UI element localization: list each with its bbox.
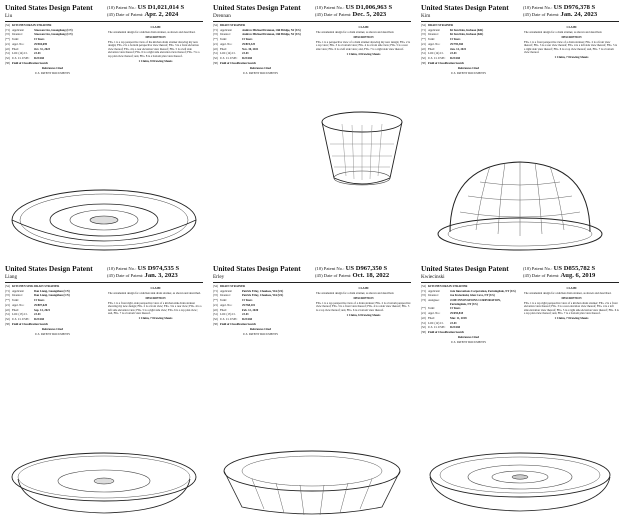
strainer-drawing xyxy=(4,180,204,258)
description-text: FIG. 1 is a top perspective view of the kitchen drain strainer showing my new design; FIG. 2 is a bottom perspective view thereof; FIG. 3 is a front elevation view thereof; FIG. 4 is a rear elevation view thereof; FIG. 5 is a left side elevation view thereof; FIG. 6 is a right side elevation view thereof; FIG. 7 is a top plan view thereof; and, FIG. 8 is a bottom plan view thereof. xyxy=(108,39,200,58)
field-us-cl: (52) U.S. Cl. USPC D23/260 xyxy=(5,56,45,61)
claim-text: The ornamental design for a drain strainer, as shown and described. xyxy=(316,29,395,34)
patent-date: Dec. 5, 2023 xyxy=(352,11,387,18)
claims-column xyxy=(316,285,411,337)
claim-title: CLAIM xyxy=(358,24,369,29)
patent-agency: United States Design Patent xyxy=(213,3,301,12)
references-title: References Cited xyxy=(250,65,271,70)
patent-inventor: Kwiecinski xyxy=(421,274,445,280)
patent-date-label: (45) Date of Patent: xyxy=(523,273,560,278)
patent-date-label: (45) Date of Patent: xyxy=(523,12,560,17)
description-title: DESCRIPTION xyxy=(353,34,374,39)
references-title: References Cited xyxy=(458,65,479,70)
patent-page-liang xyxy=(0,261,208,521)
description-text: FIG. 1 is a top right perspective view of a kitchen drain strainer; FIG. 2 is a front elevation view thereof; FIG. 3 is a rear elevation view thereof; FIG. 4 is a left side elevation view thereof; FIG. 5 is a right side elevation view thereof; FIG. 6 is a top plan view thereof; and, FIG. 7 is a bottom plan view thereof. xyxy=(524,300,619,316)
patent-number-label: (10) Patent No.: xyxy=(523,5,553,10)
bibliographic-column xyxy=(421,24,516,76)
claim-sheet-count: 1 Claim, 7 Drawing Sheets xyxy=(554,316,589,321)
field-applicant: (71) Applicant: Patrick Erley, Chealsea, WA (US) xyxy=(213,288,284,293)
field-inventor: (72) Inventor: Patrick Erley, Chealsea, WA (US) xyxy=(213,293,284,298)
patent-figure xyxy=(212,441,412,519)
strainer-drawing xyxy=(420,152,620,256)
field-filed: (22) Filed: Nov. 30, 2021 xyxy=(213,46,259,51)
field-us-cl: (52) U.S. Cl. USPC D23/260 xyxy=(213,56,253,61)
field-title: (54) DRAIN STRAINER xyxy=(421,23,454,27)
references-title: References Cited xyxy=(458,335,479,340)
patent-date: Aug. 6, 2019 xyxy=(560,272,596,279)
field-search: (58) Field of Classification Search xyxy=(5,321,48,326)
field-search: (58) Field of Classification Search xyxy=(5,60,48,65)
field-us-cl: (52) U.S. Cl. USPC D23/260 xyxy=(213,317,253,322)
patent-number-row xyxy=(523,265,619,272)
field-filed: (22) Filed: Jun. 14, 2021 xyxy=(421,46,467,51)
patent-date: Apr. 2, 2024 xyxy=(144,11,179,18)
field-us-cl: (52) U.S. Cl. USPC D23/260 xyxy=(5,317,45,322)
field-applicant: (71) Applicant: Andrew Michael Drennan, Old Bridge, NJ (US) xyxy=(213,27,301,32)
patent-figure xyxy=(420,441,620,519)
description-text: FIG. 1 is a perspective view of a drain strainer showing my new design; FIG. 2 is a top view; FIG. 3 is a bottom view; FIG. 4 is a front side view; FIG. 5 is a rear side view; FIG. 6 is a left side view; and, FIG. 7 is a right side view thereof. xyxy=(316,39,411,51)
field-search: (58) Field of Classification Search xyxy=(213,60,256,65)
patent-number: US D967,350 S xyxy=(345,265,388,272)
patent-date-row xyxy=(107,272,203,279)
patent-date-row xyxy=(107,11,203,18)
claims-column xyxy=(108,24,203,76)
patent-agency: United States Design Patent xyxy=(5,3,93,12)
claim-text: The ornamental design for a kitchen drain strainer, as shown and described. xyxy=(524,290,612,295)
header-divider xyxy=(213,21,411,22)
patent-number-row xyxy=(523,4,619,11)
patent-inventor: Kim xyxy=(421,13,431,19)
strainer-drawing xyxy=(212,441,412,519)
strainer-drawing xyxy=(420,441,620,519)
claim-title: CLAIM xyxy=(566,24,577,29)
patent-date-row xyxy=(315,11,411,18)
patent-number-row xyxy=(315,4,411,11)
field-inventor: (72) Inventor: Andrew Michael Drennan, Old Bridge, NJ (US) xyxy=(213,32,301,37)
description-title: DESCRIPTION xyxy=(145,34,166,39)
description-title: DESCRIPTION xyxy=(561,34,582,39)
field-loc: (51) LOC (12) Cl. 23-01 xyxy=(421,320,457,325)
strainer-drawing xyxy=(4,441,204,519)
field-filed: (22) Filed: Mar. 11, 2018 xyxy=(421,315,467,320)
claims-column xyxy=(524,24,619,76)
description-text: FIG. 1 is a front right, side perspective view of a kitchen sink drain strainer showing my new design; FIG. 2 is a front view; FIG. 3 is a rear view; FIG. 4 is a left side elevation view; FIG. 5 is a right side view; FIG. 6 is a top plan view; and, FIG. 7 is a bottom view thereof. xyxy=(108,300,202,316)
patent-date-row xyxy=(523,272,619,279)
patent-inventor: Liang xyxy=(5,274,18,280)
field-inventor: (72) Inventor: Joe Kwiecinski, Glen Cove, NY (US) xyxy=(421,293,495,298)
field-term: (**) Term: 15 Years xyxy=(5,298,45,303)
patent-number-label: (10) Patent No.: xyxy=(315,5,345,10)
claim-title: CLAIM xyxy=(150,285,161,290)
header-divider xyxy=(5,282,203,283)
claim-sheet-count: 1 Claim, 7 Drawing Sheets xyxy=(138,316,173,321)
patent-figure xyxy=(420,152,620,256)
patent-number-row xyxy=(315,265,411,272)
field-applicant: (71) Applicant: Dan Liang, Guangzhou (CN) xyxy=(5,288,70,293)
field-filed: (22) Filed: Feb. 12, 2020 xyxy=(213,307,259,312)
claim-text: The ornamental design for a kitchen sink drain strainer, as shown and described. xyxy=(108,290,201,295)
claims-column xyxy=(108,285,203,337)
field-loc: (51) LOC (14) Cl. 23-01 xyxy=(213,51,249,56)
patent-page-kim xyxy=(416,0,624,260)
references-subtitle: U.S. PATENT DOCUMENTS xyxy=(34,331,70,336)
description-title: DESCRIPTION xyxy=(145,295,166,300)
field-title: (54) KITCHEN DRAIN STRAINER xyxy=(421,284,468,288)
field-term: (**) Term: 15 Years xyxy=(213,37,253,42)
references-subtitle: U.S. PATENT DOCUMENTS xyxy=(450,340,486,345)
field-title: (54) KITCHEN DRAIN STRAINER xyxy=(5,23,52,27)
claims-column xyxy=(524,285,619,345)
bibliographic-column xyxy=(421,285,516,345)
patent-inventor: Drennan xyxy=(213,13,231,19)
patent-number: US D1,006,963 S xyxy=(345,4,393,11)
patent-agency: United States Design Patent xyxy=(421,3,509,12)
strainer-drawing xyxy=(312,104,412,198)
claim-text: The ornamental design for a drain strainer, as shown and described. xyxy=(316,290,395,295)
description-text: FIG. 1 is a top perspective view of a drain strainer; FIG. 2 is a bottom perspective view thereof; FIG. 3 is a front view thereof; FIG. 4 is a side view thereof; FIG. 5 is a top view thereof; and, FIG. 6 is a bottom view thereof. xyxy=(316,300,411,312)
references-title: References Cited xyxy=(42,65,63,70)
patent-figure xyxy=(312,104,412,198)
field-search: (58) Field of Classification Search xyxy=(421,60,464,65)
field-term: (**) Term: 15 Years xyxy=(421,306,461,311)
patent-number: US D855,782 S xyxy=(553,265,596,272)
claims-column xyxy=(316,24,411,76)
patent-page-drennan xyxy=(208,0,416,260)
patent-date: Oct. 18, 2022 xyxy=(352,272,390,279)
patent-number-label: (10) Patent No.: xyxy=(315,266,345,271)
field-loc: (51) LOC (14) Cl. 23-01 xyxy=(421,51,457,56)
field-inventor: (72) Inventor: Xiaowen Liu, Guangdong (CN) xyxy=(5,32,73,37)
patent-number-label: (10) Patent No.: xyxy=(523,266,553,271)
patent-page-liu xyxy=(0,0,208,260)
claim-text: The ornamental design for a drain strainer, as shown and described. xyxy=(524,29,603,34)
field-loc: (51) LOC (14) Cl. 23-01 xyxy=(5,51,41,56)
description-title: DESCRIPTION xyxy=(561,295,582,300)
patent-number-row xyxy=(107,265,203,272)
field-appl-no: (21) Appl. No.: 29/659,818 xyxy=(421,311,464,316)
field-assignee: (73) Assignee: JOIE INNOVATIONS CORPORATION, Farmingdale, NY (US) xyxy=(421,298,501,306)
field-applicant: (71) Applicant: Xiaowen Liu, Guangdong (CN) xyxy=(5,27,73,32)
patent-date-label: (45) Date of Patent: xyxy=(315,12,352,17)
field-term: (**) Term: 15 Years xyxy=(421,37,461,42)
field-us-cl: (52) U.S. Cl. USPC D23/260 xyxy=(421,325,461,330)
field-inventor: (72) Inventor: Ki Sun Kim, Incheon (KR) xyxy=(421,32,484,37)
references-subtitle: U.S. PATENT DOCUMENTS xyxy=(34,70,70,75)
patent-inventor: Liu xyxy=(5,13,13,19)
claim-text: The ornamental design for a kitchen drain strainer, as shown and described. xyxy=(108,29,196,34)
header-divider xyxy=(421,21,619,22)
patent-number: US D976,378 S xyxy=(553,4,596,11)
references-title: References Cited xyxy=(250,326,271,331)
patent-agency: United States Design Patent xyxy=(5,264,93,273)
bibliographic-column xyxy=(5,24,100,76)
claim-sheet-count: 1 Claim, 6 Drawing Sheets xyxy=(346,312,381,317)
field-title: (54) DRAIN STRAINER xyxy=(213,23,246,27)
field-appl-no: (21) Appl. No.: 29/807,620 xyxy=(5,302,48,307)
claim-sheet-count: 1 Claim, 7 Drawing Sheets xyxy=(554,55,589,60)
header-divider xyxy=(421,282,619,283)
field-title: (54) DRAIN STRAINER xyxy=(213,284,246,288)
field-us-cl: (52) U.S. Cl. USPC D23/260 xyxy=(421,56,461,61)
patent-agency: United States Design Patent xyxy=(213,264,301,273)
field-search: (58) Field of Classification Search xyxy=(213,321,256,326)
field-inventor: (72) Inventor: Dan Liang, Guangzhou (CN) xyxy=(5,293,70,298)
references-subtitle: U.S. PATENT DOCUMENTS xyxy=(450,70,486,75)
patent-date-label: (45) Date of Patent: xyxy=(107,12,144,17)
description-title: DESCRIPTION xyxy=(353,295,374,300)
field-filed: (22) Filed: Oct. 31, 2023 xyxy=(5,46,51,51)
patent-page-kwiecinski xyxy=(416,261,624,521)
field-loc: (51) LOC (13) Cl. 23-01 xyxy=(213,312,249,317)
patent-date-label: (45) Date of Patent: xyxy=(107,273,144,278)
field-loc: (51) LOC (13) Cl. 23-01 xyxy=(5,312,41,317)
patent-number-label: (10) Patent No.: xyxy=(107,266,137,271)
patent-date-label: (45) Date of Patent: xyxy=(315,273,352,278)
patent-figure xyxy=(4,180,204,258)
description-text: FIG. 1 is a front perspective view of a drain strainer; FIG. 2 is a front view thereof; FIG. 3 is a rear view thereof; FIG. 4 is a left side view thereof; FIG. 5 is a right side view thereof; FIG. 6 is a top view thereof; and, FIG. 7 is a bottom view thereof. xyxy=(524,39,618,55)
patent-agency: United States Design Patent xyxy=(421,264,509,273)
patent-date-row xyxy=(523,11,619,18)
field-appl-no: (21) Appl. No.: 29/904,699 xyxy=(5,41,48,46)
bibliographic-column xyxy=(5,285,100,337)
claim-title: CLAIM xyxy=(150,24,161,29)
references-subtitle: U.S. PATENT DOCUMENTS xyxy=(242,331,278,336)
field-applicant: (71) Applicant: Ki Sun Kim, Incheon (KR) xyxy=(421,27,484,32)
claim-title: CLAIM xyxy=(566,285,577,290)
field-term: (**) Term: 15 Years xyxy=(213,298,253,303)
field-term: (**) Term: 15 Years xyxy=(5,37,45,42)
patent-figure xyxy=(4,441,204,519)
patent-date: Jan. 24, 2023 xyxy=(560,11,598,18)
field-search: (58) Field of Classification Search xyxy=(421,330,464,335)
patent-date: Jan. 3, 2023 xyxy=(144,272,178,279)
header-divider xyxy=(213,282,411,283)
field-applicant: (71) Applicant: Joie Innovations Corporation, Farmingdale, NY (US) xyxy=(421,288,516,293)
patent-number-row xyxy=(107,4,203,11)
references-title: References Cited xyxy=(42,326,63,331)
patent-number: US D974,535 S xyxy=(137,265,180,272)
bibliographic-column xyxy=(213,24,308,76)
claim-sheet-count: 1 Claim, 8 Drawing Sheets xyxy=(138,58,173,63)
field-appl-no: (21) Appl. No.: 29/795,360 xyxy=(421,41,464,46)
field-filed: (22) Filed: Sep. 14, 2021 xyxy=(5,307,51,312)
field-appl-no: (21) Appl. No.: 29/768,101 xyxy=(213,302,256,307)
patent-number-label: (10) Patent No.: xyxy=(107,5,137,10)
patent-number: US D1,021,014 S xyxy=(137,4,185,11)
field-appl-no: (21) Appl. No.: 29/819,325 xyxy=(213,41,256,46)
patent-page-erley xyxy=(208,261,416,521)
references-subtitle: U.S. PATENT DOCUMENTS xyxy=(242,70,278,75)
patent-inventor: Erley xyxy=(213,274,225,280)
bibliographic-column xyxy=(213,285,308,337)
claim-sheet-count: 1 Claim, 4 Drawing Sheets xyxy=(346,51,381,56)
field-title: (54) KITCHEN SINK DRAIN STRAINER xyxy=(5,284,60,288)
claim-title: CLAIM xyxy=(358,285,369,290)
patent-date-row xyxy=(315,272,411,279)
header-divider xyxy=(5,21,203,22)
